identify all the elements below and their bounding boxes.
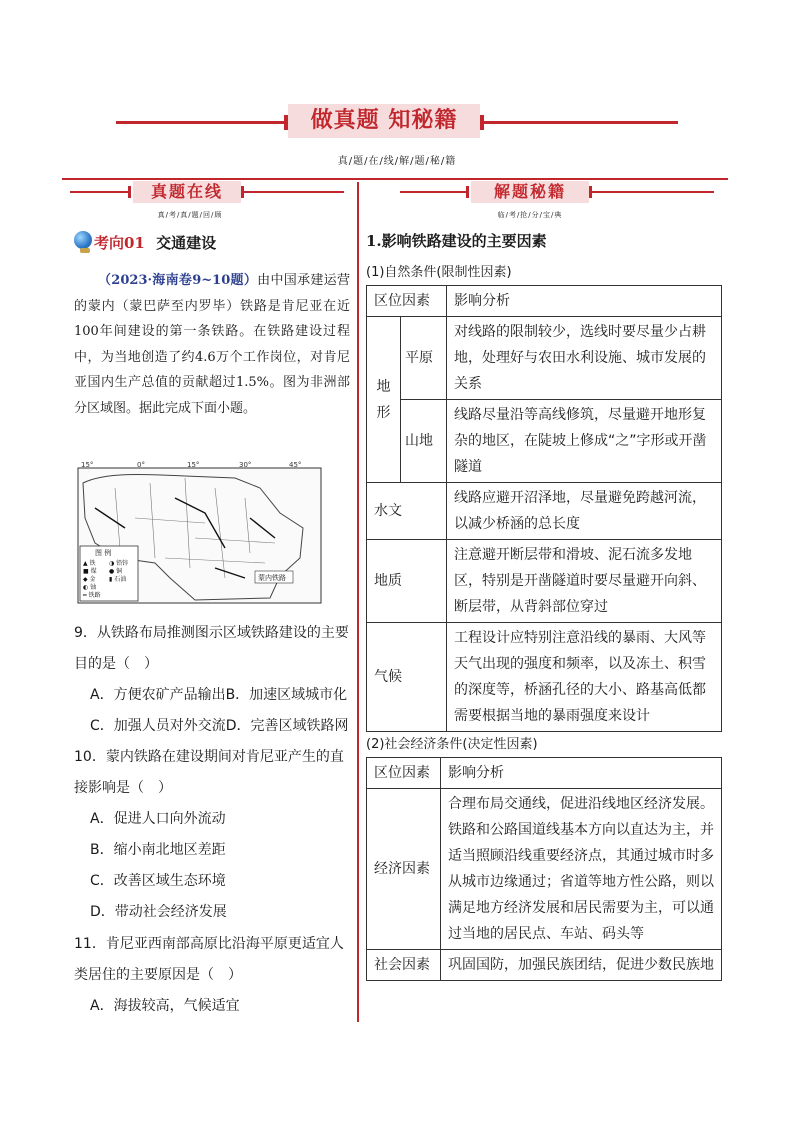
lon-label-3: 15° xyxy=(187,461,200,469)
mountain-cell: 山地 xyxy=(401,400,447,483)
natural-conditions-label: (1)自然条件(限制性因素) xyxy=(366,265,512,280)
banner-line-left xyxy=(116,121,286,124)
question-option: A．促进人口向外流动 xyxy=(90,811,226,827)
right-section-subtitle: 临/考/抢/分/宝/典 xyxy=(497,211,563,219)
topic-heading xyxy=(94,232,216,253)
natural-factors-table xyxy=(366,285,722,732)
t1-header-factor: 区位因素 xyxy=(367,286,447,317)
left-section-title: 真题在线 xyxy=(133,181,241,203)
page-title: 做真题 知秘籍 xyxy=(288,104,480,138)
map-svg xyxy=(75,458,323,605)
geology-analysis: 注意避开断层带和滑坡、泥石流多发地区，特别是开凿隧道时要尽量避开向斜、断层带，从背斜部位穿过 xyxy=(447,540,722,623)
t2-header-analysis: 影响分析 xyxy=(441,758,722,789)
water-cell: 水文 xyxy=(367,483,447,540)
right-header-line-r xyxy=(592,191,714,193)
question-option: A．海拔较高，气候适宜 xyxy=(90,998,240,1014)
intro-text: 由中国承建运营的蒙内（蒙巴萨至内罗毕）铁路是肯尼亚在近100年间建设的第一条铁路。在铁路建设过程中，为当地创造了约4.6万个工作岗位，对肯尼亚国内生产总值的贡献超过1.5%。图为非洲部分区域图。据此完成下面小题。 xyxy=(74,273,350,416)
source-citation: （2023·海南卷9~10题） xyxy=(98,273,258,288)
column-divider xyxy=(357,182,359,1022)
question-stem: 11．肯尼亚西南部高原比沿海平原更适宜人类居住的主要原因是（ ） xyxy=(74,936,344,983)
question-option: A．方便农矿产品输出B．加速区域城市化 xyxy=(90,687,348,703)
socioeconomic-label: (2)社会经济条件(决定性因素) xyxy=(366,737,538,752)
social-analysis: 巩固国防，加强民族团结，促进少数民族地 xyxy=(441,950,722,981)
globe-stand-icon xyxy=(80,248,90,253)
question-option: D．带动社会经济发展 xyxy=(90,904,227,920)
climate-analysis: 工程设计应特别注意沿线的暴雨、大风等天气出现的强度和频率，以及冻土、积雪的深度等，桥涵孔径的大小、路基高低都需要根据当地的暴雨强度来设计 xyxy=(447,623,722,732)
lon-label-4: 30° xyxy=(239,461,252,469)
legend-item-5: ◑ 铅锌 xyxy=(109,560,129,567)
globe-icon xyxy=(74,231,92,249)
lon-label-5: 45° xyxy=(289,461,302,469)
topic-label: 考向01 xyxy=(94,234,145,252)
legend-item-8: ━ 铁路 xyxy=(83,592,101,599)
railway-label: 蒙内铁路 xyxy=(258,574,286,582)
t1-header-analysis: 影响分析 xyxy=(447,286,722,317)
question-10 xyxy=(74,742,352,928)
plain-cell: 平原 xyxy=(401,317,447,400)
question-stem: 10．蒙内铁路在建设期间对肯尼亚产生的直接影响是（ ） xyxy=(74,749,344,796)
lon-label-1: 15° xyxy=(81,461,94,469)
legend-item-1: ▲ 铁 xyxy=(83,560,96,567)
left-header-line-l xyxy=(70,191,130,193)
left-header-cap-l xyxy=(128,186,131,198)
econ-analysis: 合理布局交通线，促进沿线地区经济发展。铁路和公路国道线基本方向以直达为主，并适当照顾沿线重要经济点，其通过城市时多从城市边缘通过；省道等地方性公路，则以满足地方经济发展和居民需要为主，可以通过当地的居民点、车站、码头等 xyxy=(441,789,722,950)
left-header-line-r xyxy=(244,191,344,193)
legend-item-3: ◆ 金 xyxy=(83,576,96,583)
econ-cell: 经济因素 xyxy=(367,789,441,950)
legend-item-4: ◐ 铀 xyxy=(83,584,97,591)
topic-title: 交通建设 xyxy=(156,234,217,252)
lon-label-2: 0° xyxy=(137,461,145,469)
terrain-cell: 地 形 xyxy=(367,317,401,483)
banner-line-right xyxy=(482,121,678,124)
left-section-subtitle: 真/考/真/题/回/顾 xyxy=(157,211,223,219)
right-heading: 1.影响铁路建设的主要因素 xyxy=(366,232,547,250)
question-11 xyxy=(74,929,352,1022)
climate-cell: 气候 xyxy=(367,623,447,732)
social-cell: 社会因素 xyxy=(367,950,441,981)
t2-header-factor: 区位因素 xyxy=(367,758,441,789)
intro-paragraph xyxy=(74,268,350,421)
question-option: C．加强人员对外交流D．完善区域铁路网 xyxy=(90,718,349,734)
question-option: C．改善区域生态环境 xyxy=(90,873,226,889)
top-rule xyxy=(62,178,728,180)
right-header-cap-l xyxy=(466,186,469,198)
plain-analysis: 对线路的限制较少，选线时要尽量少占耕地，处理好与农田水利设施、城市发展的关系 xyxy=(447,317,722,400)
africa-map xyxy=(75,458,323,605)
legend-item-2: ■ 煤 xyxy=(83,568,97,575)
question-stem: 9．从铁路布局推测图示区域铁路建设的主要目的是（ ） xyxy=(74,625,349,672)
question-9 xyxy=(74,618,352,742)
right-header-line-l xyxy=(400,191,466,193)
legend-item-6: ● 铜 xyxy=(109,568,123,575)
page-subtitle: 真/题/在/线/解/题/秘/籍 xyxy=(337,156,457,167)
right-section-title: 解题秘籍 xyxy=(471,181,589,203)
mountain-analysis: 线路尽量沿等高线修筑，尽量避开地形复杂的地区，在陡坡上修成“之”字形或开凿隧道 xyxy=(447,400,722,483)
legend-title: 图 例 xyxy=(95,549,112,557)
socioeconomic-factors-table xyxy=(366,757,722,981)
legend-item-7: ▮ 石油 xyxy=(109,576,127,583)
question-option: B．缩小南北地区差距 xyxy=(90,842,226,858)
water-analysis: 线路应避开沼泽地，尽量避免跨越河流，以减少桥涵的总长度 xyxy=(447,483,722,540)
geology-cell: 地质 xyxy=(367,540,447,623)
